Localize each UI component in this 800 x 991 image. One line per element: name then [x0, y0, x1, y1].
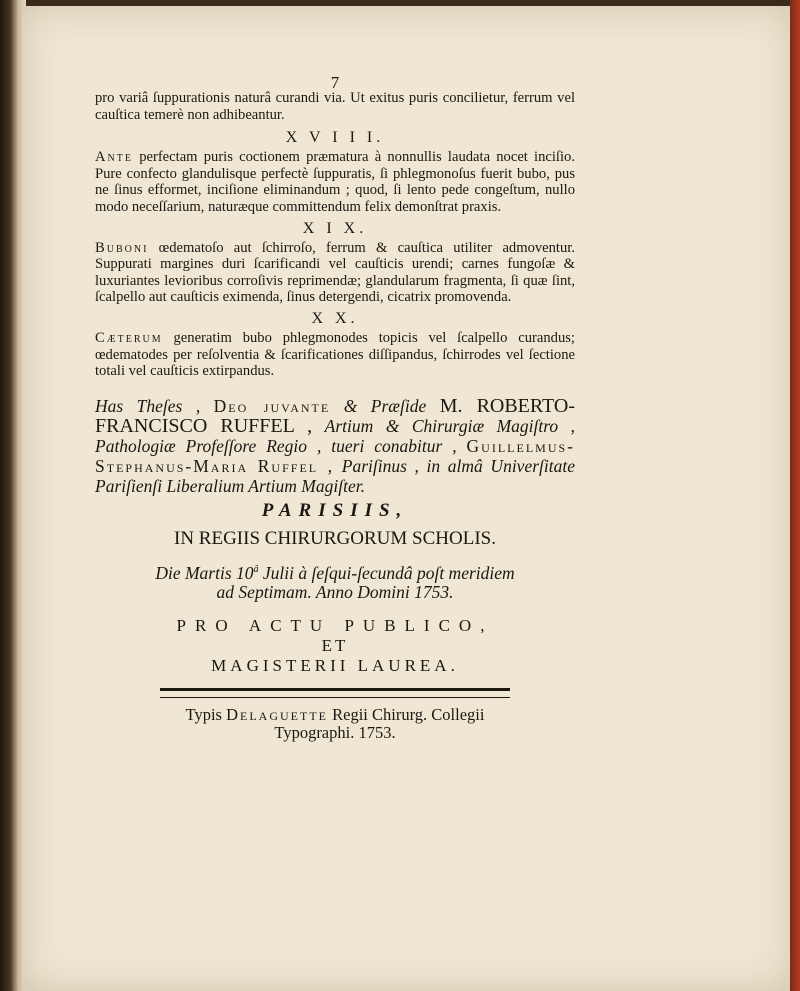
section-18-body: perfectam puris coctionem præmatura à nonnullis laudata nocet inciſio. Pure confecto glandulisque perfectè ſuppuratis, ſi phlegmonoſus fuerit bubo, pus ne ſinus efformet, inciſione eliminandum ; quod, ſi lento pede congeſtum, nullo modo neceſſarium, naturæque committendum felix demonſtrat praxis.	[95, 149, 575, 215]
section-19-body: œdematoſo aut ſchirroſo, ferrum & cauſtica utiliter admoventur. Suppurati margines duri ſcarificandi vel cauſticis urendi; carnes fungoſæ & luxuriantes levioribus corroſivis reprimendæ; glandularum fragmenta, ſi quæ ſint, ſcalpello aut cauſticis eximenda, ſinus detergendi, cicatrix promovenda.	[95, 239, 575, 306]
magisterii-laurea: MAGISTERII LAUREA.	[211, 655, 459, 675]
printer-line-1: Typis Delaguette Regii Chirurg. Collegii	[185, 704, 485, 724]
page-content	[95, 73, 576, 742]
ampersand: &	[343, 395, 358, 416]
deo-juvante: Deo juvante	[213, 395, 331, 416]
pro-actu-publico: PRO ACTU PUBLICO,	[176, 615, 494, 635]
section-20-text	[95, 330, 575, 380]
divider-rule	[160, 688, 510, 698]
section-19-heading: X I X.	[302, 219, 368, 237]
section-20-heading: X X.	[311, 309, 359, 327]
date-line-2: ad Septimam. Anno Domini 1753.	[216, 581, 454, 602]
defense-date	[95, 560, 575, 602]
section-19-text	[95, 240, 575, 306]
printer-line-2: Typographi. 1753.	[274, 722, 396, 742]
section-18-heading: X V I I I.	[285, 129, 385, 147]
president-titles: Artium & Chirurgiæ Magiſtro , Pathologiæ Profeſſore Regio , tueri conabitur ,	[95, 415, 576, 456]
location: PARISIIS,	[261, 499, 409, 521]
president-name: M. ROBERTO-FRANCISCO RUFFEL ,	[95, 394, 575, 437]
printer-imprint	[95, 706, 575, 742]
section-18-text	[95, 149, 575, 215]
section-18-lead: Ante	[95, 149, 133, 166]
thesis-statement	[95, 396, 575, 496]
section-19-lead: Buboni	[95, 239, 149, 256]
praeside: Præſide	[370, 395, 427, 416]
page-edge	[790, 0, 800, 991]
page-number: 7	[330, 73, 340, 92]
section-20-body: generatim bubo phlegmonodes topicis vel ſcalpello curandus; œdematodes per reſolventia & ſcarificationes diſſipandus, ſchirrodes vel ſectione totali vel cauſticis extirpandus.	[95, 329, 575, 380]
section-20-lead: Cæterum	[95, 329, 163, 346]
date-line-1: Die Martis $10^â$ Julii à ſeſqui-ſecundâ poſt meridiem	[155, 562, 515, 583]
candidate-name: Guillelmus-Stephanus-Maria Ruffel ,	[95, 435, 575, 476]
et-line: ET	[321, 635, 349, 655]
candidate-titles: Pariſinus , in almâ Univerſitate Pariſienſi Liberalium Artium Magiſter.	[95, 455, 575, 496]
thesis-intro: Has Theſes ,	[95, 395, 201, 416]
intro-paragraph: pro variâ ſuppurationis naturâ curandi via. Ut exitus puris concilietur, ferrum vel cauſtica temerè non adhibeantur.	[95, 90, 575, 123]
school-name: IN REGIIS CHIRURGORUM SCHOLIS.	[174, 527, 496, 549]
